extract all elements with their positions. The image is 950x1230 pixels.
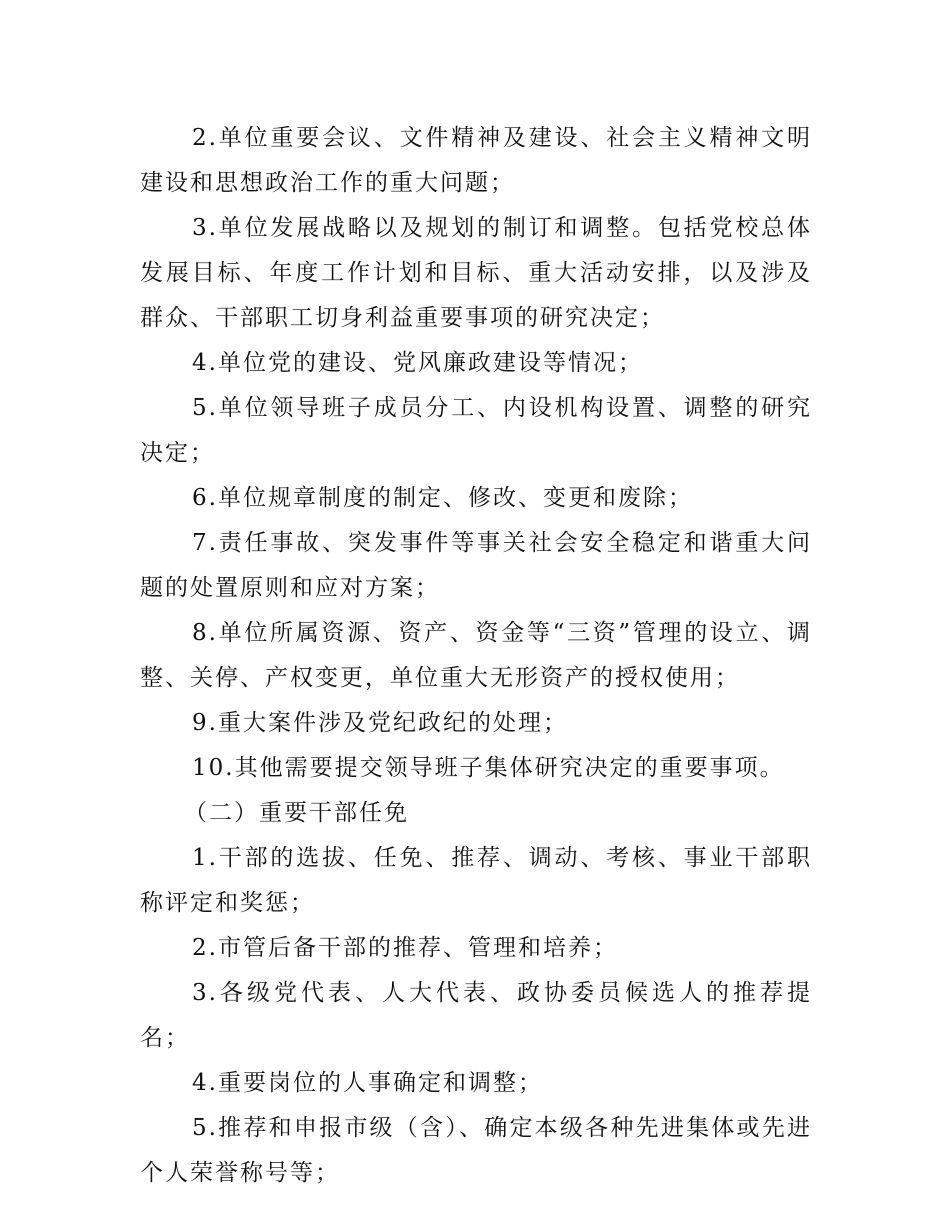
list-item: 9.重大案件涉及党纪政纪的处理； (192, 710, 568, 736)
list-item: 7.责任事故、突发事件等事关社会安全稳定和谐重大问题的处置原则和应对方案； (140, 530, 812, 601)
document-body (140, 116, 812, 1196)
list-item: 10.其他需要提交领导班子集体研究决定的重要事项。 (192, 755, 785, 781)
list-item: 8.单位所属资源、资产、资金等“三资”管理的设立、调整、关停、产权变更，单位重大无形资产的授权使用； (140, 620, 812, 691)
list-item: 2.单位重要会议、文件精神及建设、社会主义精神文明建设和思想政治工作的重大问题； (140, 125, 812, 196)
list-item: 4.单位党的建设、党风廉政建设等情况； (192, 350, 643, 376)
list-item: 6.单位规章制度的制定、修改、变更和废除； (192, 485, 693, 511)
list-item: 5.推荐和申报市级（含）、确定本级各种先进集体或先进个人荣誉称号等； (140, 1115, 812, 1186)
list-item: 3.各级党代表、人大代表、政协委员候选人的推荐提名； (140, 980, 812, 1051)
list-item: 4.重要岗位的人事确定和调整； (192, 1070, 543, 1096)
list-item: 1.干部的选拔、任免、推荐、调动、考核、事业干部职称评定和奖惩； (140, 845, 812, 916)
list-item: 3.单位发展战略以及规划的制订和调整。包括党校总体发展目标、年度工作计划和目标、重大活动安排，以及涉及群众、干部职工切身利益重要事项的研究决定； (140, 215, 812, 331)
list-item: 5.单位领导班子成员分工、内设机构设置、调整的研究决定； (140, 395, 812, 466)
section-heading: （二）重要干部任免 (184, 800, 409, 826)
list-item: 2.市管后备干部的推荐、管理和培养； (192, 935, 618, 961)
